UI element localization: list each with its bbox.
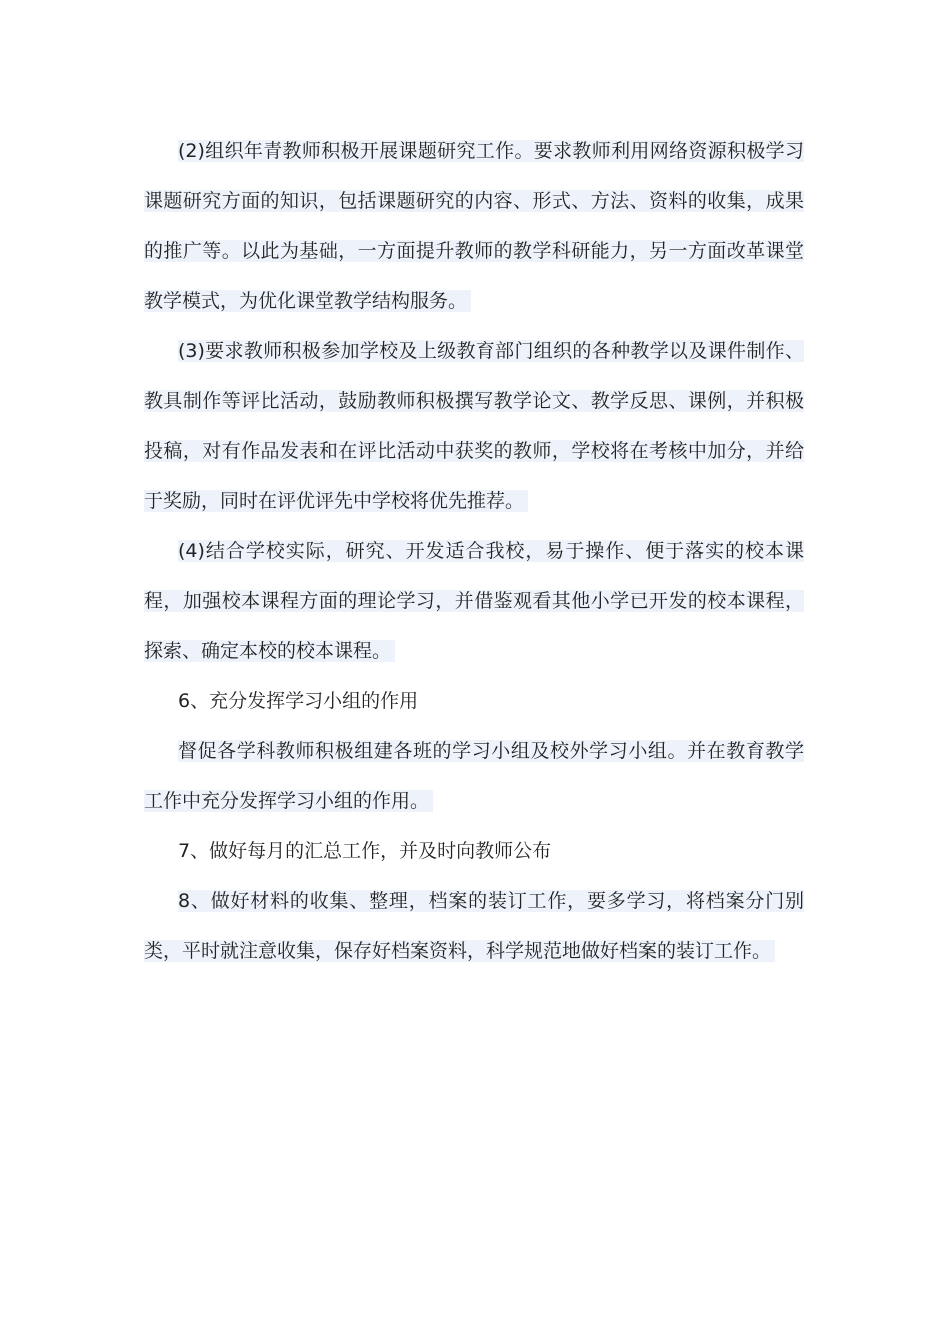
paragraph-research bbox=[144, 126, 804, 326]
heading-monthly-summary bbox=[144, 826, 804, 876]
paragraph-text: 8、做好材料的收集、整理，档案的装订工作，要多学习，将档案分门别类，平时就注意收集，保存好档案资料，科学规范地做好档案的装订工作。 bbox=[144, 890, 804, 962]
paragraph-archives bbox=[144, 876, 804, 976]
heading-study-groups bbox=[144, 676, 804, 726]
paragraph-school-curriculum bbox=[144, 526, 804, 676]
paragraph-text: 6、充分发挥学习小组的作用 bbox=[178, 690, 419, 712]
paragraph-text: (2)组织年青教师积极开展课题研究工作。要求教师利用网络资源积极学习课题研究方面的知识，包括课题研究的内容、形式、方法、资料的收集，成果的推广等。以此为基础，一方面提升教师的教学科研能力，另一方面改革课堂教学模式，为优化课堂教学结构服务。 bbox=[144, 140, 804, 312]
document-body bbox=[144, 126, 804, 976]
paragraph-study-groups bbox=[144, 726, 804, 826]
paragraph-text: 督促各学科教师积极组建各班的学习小组及校外学习小组。并在教育教学工作中充分发挥学习小组的作用。 bbox=[144, 740, 804, 812]
paragraph-text: (3)要求教师积极参加学校及上级教育部门组织的各种教学以及课件制作、教具制作等评比活动，鼓励教师积极撰写教学论文、教学反思、课例，并积极投稿，对有作品发表和在评比活动中获奖的教师，学校将在考核中加分，并给于奖励，同时在评优评先中学校将优先推荐。 bbox=[144, 340, 804, 512]
paragraph-competitions bbox=[144, 326, 804, 526]
paragraph-text: (4)结合学校实际，研究、开发适合我校，易于操作、便于落实的校本课程，加强校本课程方面的理论学习，并借鉴观看其他小学已开发的校本课程，探索、确定本校的校本课程。 bbox=[144, 540, 804, 662]
paragraph-text: 7、做好每月的汇总工作，并及时向教师公布 bbox=[178, 840, 552, 862]
